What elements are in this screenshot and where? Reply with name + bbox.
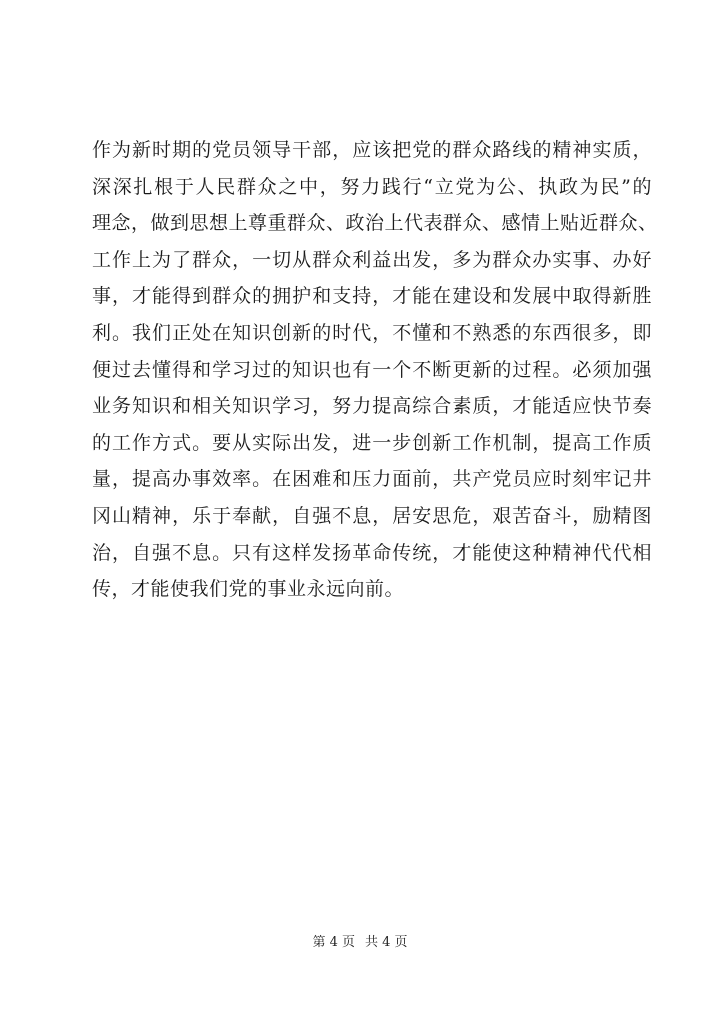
paragraph-line: 工作上为了群众，一切从群众利益出发，多为群众办实事、办好	[92, 248, 652, 271]
paragraph-line: 利。我们正处在知识创新的时代，不懂和不熟悉的东西很多，即	[92, 321, 652, 344]
paragraph-line: 事，才能得到群众的拥护和支持，才能在建设和发展中取得新胜	[92, 285, 652, 308]
body-paragraph	[92, 132, 658, 608]
paragraph-line: 业务知识和相关知识学习，努力提高综合素质，才能适应快节奏	[92, 395, 652, 418]
paragraph-line: 便过去懂得和学习过的知识也有一个不断更新的过程。必须加强	[92, 358, 652, 381]
paragraph-line: 治，自强不息。只有这样发扬革命传统，才能使这种精神代代相	[92, 541, 652, 564]
page-number: 第 4 页	[312, 935, 355, 950]
paragraph-line: 深深扎根于人民群众之中，努力践行“立党为公、执政为民”的	[92, 175, 652, 198]
paragraph-line: 的工作方式。要从实际出发，进一步创新工作机制，提高工作质	[92, 431, 652, 454]
paragraph-line: 量，提高办事效率。在困难和压力面前，共产党员应时刻牢记井	[92, 468, 652, 491]
page-footer	[0, 934, 720, 952]
paragraph-line: 冈山精神，乐于奉献，自强不息，居安思危，艰苦奋斗，励精图	[92, 504, 652, 527]
page-total: 共 4 页	[365, 935, 408, 950]
paragraph-line: 作为新时期的党员领导干部，应该把党的群众路线的精神实质，	[92, 139, 652, 161]
paragraph-line: 理念，做到思想上尊重群众、政治上代表群众、感情上贴近群众、	[92, 212, 658, 235]
paragraph-last-line: 传，才能使我们党的事业永远向前。	[92, 578, 405, 601]
